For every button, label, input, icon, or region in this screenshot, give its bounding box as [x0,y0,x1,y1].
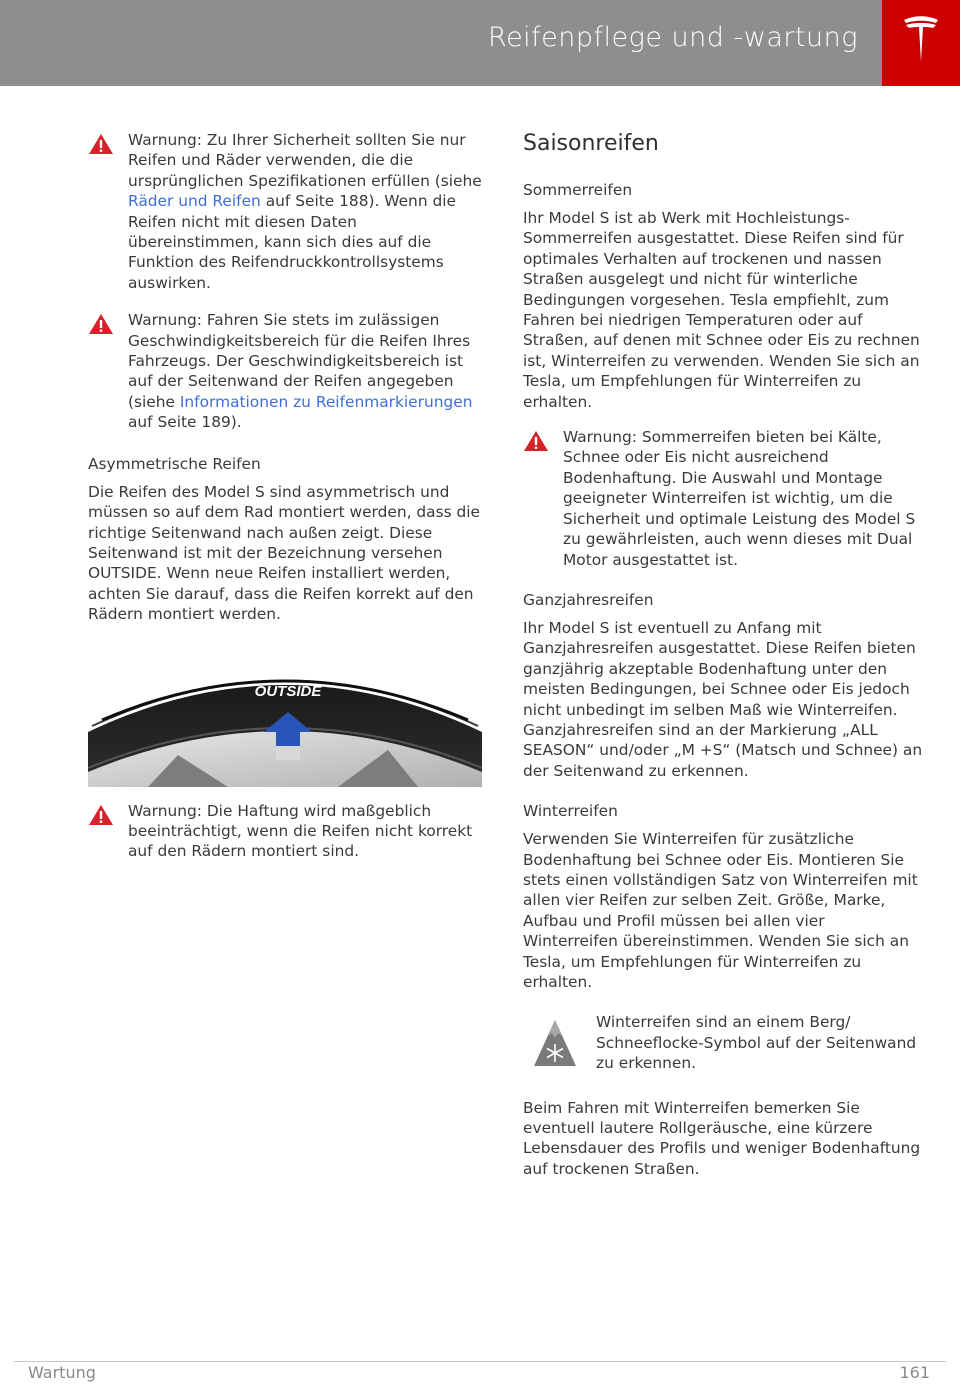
summer-tires-heading: Sommerreifen [523,181,633,199]
mountain-snowflake-icon [532,1018,578,1068]
warning-triangle-icon [88,133,114,155]
footer-divider [14,1361,946,1362]
warning-triangle-icon [88,804,114,826]
page-title: Reifenpflege und -wartung [488,22,858,53]
header-bar [0,0,882,86]
link-raeder-und-reifen[interactable]: Räder und Reifen [128,192,261,211]
asymmetric-tires-heading: Asymmetrische Reifen [88,454,261,473]
warning-triangle-icon [523,430,549,452]
link-reifenmarkierungen[interactable]: Informationen zu Reifenmarkierungen [179,392,473,411]
all-season-heading: Ganzjahresreifen [523,590,654,609]
closing-text: Beim Fahren mit Winterreifen bemerken Sie eventuell lautere Rollgeräusche, eine kürzere Lebensdauer des Profils und weniger Bodenhaftung auf trockenen Straßen. [523,1098,921,1178]
note-snowflake-symbol [523,1012,923,1073]
note-text: Winterreifen sind an einem Berg/ Schneeflocke-Symbol auf der Seitenwand zu erkennen. [596,1013,917,1073]
section-title-saisonreifen: Saisonreifen [523,131,659,156]
logo-box [882,0,960,86]
page-number: 161 [899,1363,930,1382]
winter-tires-text: Verwenden Sie Winterreifen für zusätzliche Bodenhaftung bei Schnee oder Eis. Montieren Sie stets einen vollständigen Satz von Winterreifen mit allen vier Reifen zur selben Zeit. Größe, Marke, Aufbau und Profil müssen bei allen vier Winterreifen übereinstimmen. Wenden Sie sich an Tesla, um Empfehlungen für Winterreifen zu erhalten. [523,830,918,991]
warning-text: Warnung: Sommerreifen bieten bei Kälte, Schnee oder Eis nicht ausreichend Bodenhaftung. Die Auswahl und Montage geeigneter Winterreifen ist wichtig, um die Sicherheit und optimale Leistung des Model S zu gewährleisten, auch wenn dieses mit Dual Motor ausgestattet ist. [563,428,916,569]
right-column [523,130,923,1179]
tesla-logo-icon [902,14,940,68]
warning-text: Warnung: Die Haftung wird maßgeblich beeinträchtigt, wenn die Reifen nicht korrekt auf den Rädern montiert sind. [128,801,473,861]
outside-label: OUTSIDE [254,682,322,700]
warning-triangle-icon [88,313,114,335]
warning-speed-rating [88,310,482,432]
footer-section: Wartung [28,1363,96,1382]
warning-wheel-spec [88,130,482,293]
tire-outside-figure [88,660,482,787]
left-column [88,130,482,862]
winter-tires-heading: Winterreifen [523,802,618,821]
all-season-text: Ihr Model S ist eventuell zu Anfang mit Ganzjahresreifen ausgestattet. Diese Reifen bieten ganzjährig akzeptable Bodenhaftung unter den meisten Bedingungen, bei Schnee oder Eis jedoch nicht unbedingt im selben Maß wie Winterreifen. Ganzjahresreifen sind an der Markierung „ALL SEASON“ und/oder „M +S“ (Matsch und Schnee) an der Seitenwand zu erkennen. [523,618,923,780]
warning-mounting [88,801,482,862]
tire-outside-illustration [88,660,482,787]
warning-text-end: auf Seite 189). [128,413,242,432]
warning-text: Warnung: Fahren Sie stets im zulässigen Geschwindigkeitsbereich für die Reifen Ihres Fahrzeugs. Der Geschwindigkeitsbereich ist auf der Seitenwand der Reifen angegeben (siehe [128,311,471,411]
asymmetric-tires-text: Die Reifen des Model S sind asymmetrisch und müssen so auf dem Rad montiert werden, dass die richtige Seitenwand nach außen zeigt. Diese Seitenwand ist mit der Bezeichnung versehen OUTSIDE. Wenn neue Reifen installiert werden, achten Sie darauf, dass die Reifen korrekt auf den Rädern montiert werden. [88,482,481,624]
warning-text-end: auf Seite 188). Wenn die Reifen nicht mit diesen Daten übereinstimmen, kann sich dies auf die Funktion des Reifendruckkontrollsystems auswirken. [128,192,456,292]
warning-summer-tires [523,427,923,570]
summer-tires-text: Ihr Model S ist ab Werk mit Hochleistungs-Sommerreifen ausgestattet. Diese Reifen sind für optimales Verhalten auf trockenen und nassen Straßen ausgelegt und nicht für winterliche Bedingungen vorgesehen. Tesla empfiehlt, zum Fahren bei niedrigen Temperaturen oder auf Straßen, auf denen mit Schnee oder Eis zu rechnen ist, Winterreifen zu verwenden. Wenden Sie sich an Tesla, um Empfehlungen für Winterreifen zu erhalten. [523,209,920,411]
warning-text: Warnung: Zu Ihrer Sicherheit sollten Sie nur Reifen und Räder verwenden, die die ursprünglichen Spezifikationen erfüllen (siehe [128,131,482,190]
